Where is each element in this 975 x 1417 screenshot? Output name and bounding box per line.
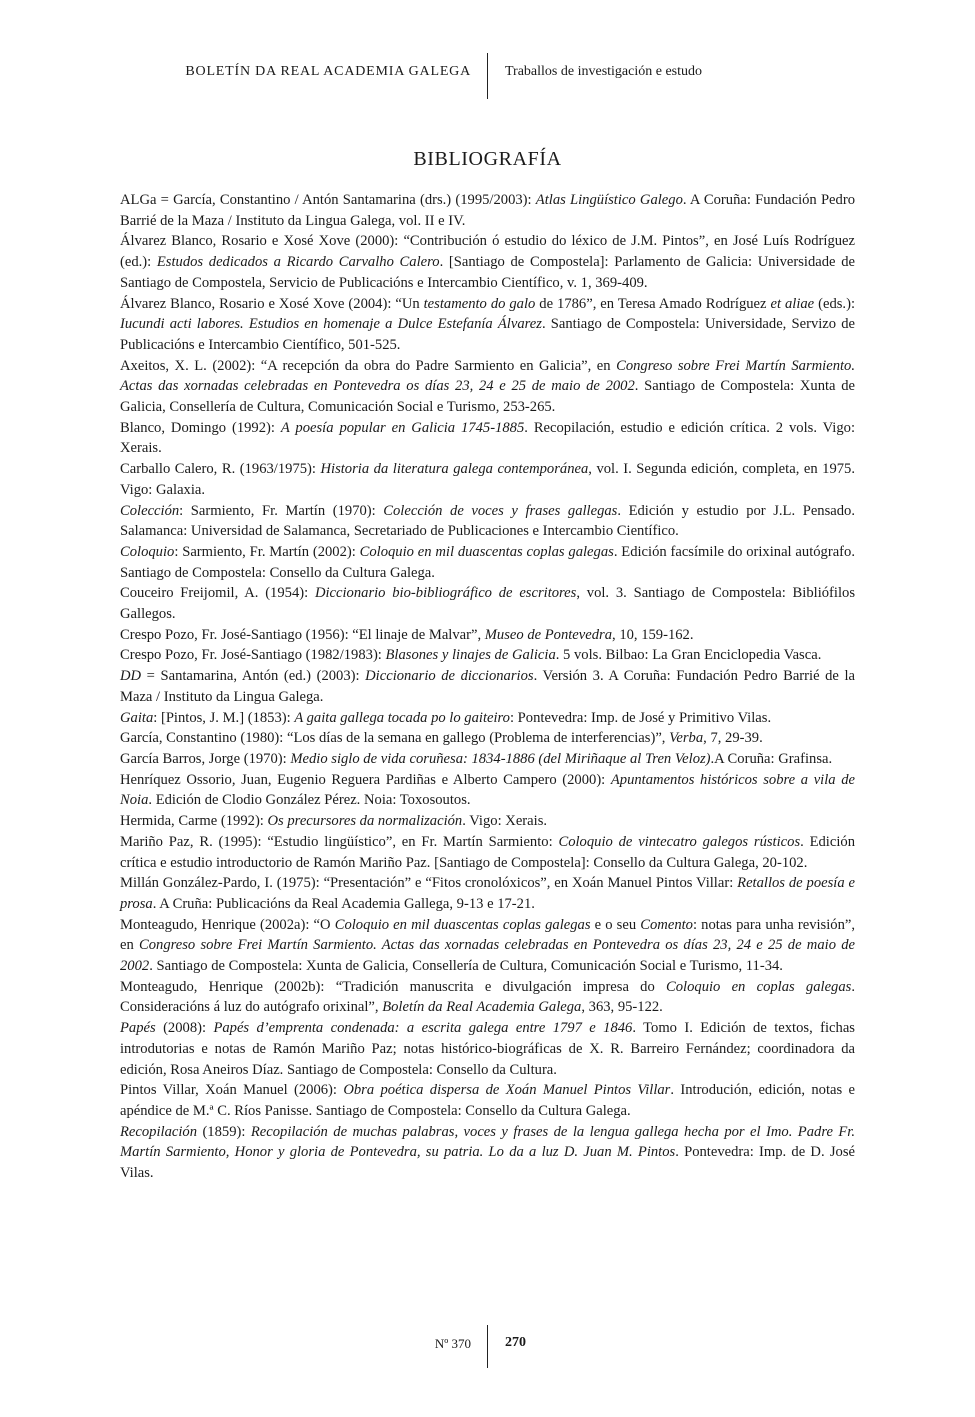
entry-text: , vol. I. Segunda edición, completa, en 1975. Vigo: Galaxia. <box>120 461 855 498</box>
bibliography-entry <box>120 625 855 646</box>
entry-text: e o seu <box>590 916 641 933</box>
entry-italic-text: Coloquio en mil duascentas coplas galegas <box>334 916 591 933</box>
entry-text: Crespo Pozo, Fr. José-Santiago (1956): “El linaje de Malvar”, <box>120 626 485 643</box>
entry-italic-text: Verba <box>669 730 704 747</box>
bibliography-entry <box>120 542 855 583</box>
entry-text: . Recopilación, estudio e edición crítica. 2 vols. Vigo: Xerais. <box>120 419 856 457</box>
entry-text: Mariño Paz, R. (1995): “Estudio lingüístico”, en Fr. Martín Sarmiento: <box>120 833 559 850</box>
entry-text: : notas para unha revisión”, en <box>120 916 856 954</box>
entry-text: , 7, 29-39. <box>703 730 763 747</box>
entry-text: . Santiago de Compostela: Xunta de Galicia, Consellería de Cultura, Comunicación Social e Turismo, 11-34. <box>149 958 783 975</box>
page-number: 270 <box>505 1335 526 1350</box>
bibliography-list <box>120 190 855 1184</box>
entry-italic-text: testamento do galo <box>423 295 536 312</box>
entry-italic-text: Coloquio en coplas galegas <box>666 978 852 995</box>
entry-italic-text: Atlas Lingüístico Galego <box>535 192 683 208</box>
bibliography-entry <box>120 915 855 977</box>
bibliography-entry <box>120 873 855 914</box>
entry-text: . Tomo I. Edición de textos, fichas introdutorias e notas de Ramón Mariño Paz; notas histórico-biográficas de X. R. Barreiro Fernández; coordinadora da edición, Rosa Aneiros Díaz. Santiago de Compostela: Consello da Cultura. <box>120 1020 855 1078</box>
entry-text: . Santiago de Compostela: Xunta de Galicia, Consellería de Cultura, Comunicación Social e Turismo, 253-265. <box>120 378 856 416</box>
entry-italic-text: Historia da literatura galega contemporánea <box>320 461 589 478</box>
entry-italic-text: Papés <box>120 1020 156 1037</box>
entry-text: : Sarmiento, Fr. Martín (2002): <box>174 543 360 560</box>
page-title: BIBLIOGRAFÍA <box>413 148 562 170</box>
entry-italic-text: DD <box>120 668 142 685</box>
entry-text: de 1786”, en Teresa Amado Rodríguez <box>535 295 771 312</box>
entry-text: Hermida, Carme (1992): <box>120 813 268 830</box>
entry-text: (1859): <box>197 1123 251 1140</box>
entry-text: . Introdución, edición, notas e apéndice de M.ª C. Ríos Panisse. Santiago de Compostela: Consello da Cultura Galega. <box>120 1082 856 1119</box>
entry-text: , 10, 159-162. <box>612 626 694 643</box>
entry-italic-text: Recopilación de muchas palabras, voces y frases de la lengua gallega hecha por el Imo. Padre Fr. Martín Sarmiento, Honor y gloria de Pontevedra, su patria. Lo da a luz D. Juan M. Pintos <box>120 1123 855 1161</box>
bibliography-entry <box>120 459 855 500</box>
entry-text: : [Pintos, J. M.] (1853): <box>153 709 295 726</box>
entry-text: Crespo Pozo, Fr. José-Santiago (1982/1983): <box>120 647 386 664</box>
bibliography-entry <box>120 583 855 624</box>
entry-italic-text: Iucundi acti labores. Estudios en homenaje a Dulce Estefanía Álvarez <box>120 316 542 333</box>
bibliography-entry <box>120 666 855 707</box>
entry-italic-text: Medio siglo de vida coruñesa: 1834-1886 (del Miriñaque al Tren Veloz) <box>290 750 711 767</box>
bibliography-entry <box>120 749 855 770</box>
entry-text: . Versión 3. A Coruña: Fundación Pedro Barrié de la Maza / Instituto da Lingua Galega. <box>120 668 856 705</box>
entry-text: . A Cruña: Publicacións da Real Academia Gallega, 9-13 e 17-21. <box>152 895 535 912</box>
entry-italic-text: A gaita gallega tocada po lo gaiteiro <box>294 709 510 726</box>
entry-italic-text: Recopilación <box>120 1123 197 1140</box>
entry-text: Henríquez Ossorio, Juan, Eugenio Reguera Pardiñas e Alberto Campero (2000): <box>120 771 611 788</box>
entry-italic-text: Estudos dedicados a Ricardo Carvalho Calero <box>156 254 440 271</box>
entry-text: , 363, 95-122. <box>581 999 663 1016</box>
entry-text: . Edición crítica e estudio introductorio de Ramón Mariño Paz. [Santiago de Compostela]: Consello da Cultura Galega, 20-102. <box>120 833 855 871</box>
entry-italic-text: Blasones y linajes de Galicia <box>385 647 556 664</box>
issue-number: Nº 370 <box>434 1336 471 1351</box>
entry-italic-text: Coloquio <box>120 543 175 560</box>
entry-italic-text: Coloquio en mil duascentas coplas galegas <box>359 543 614 560</box>
entry-italic-text: Gaita <box>120 709 154 726</box>
entry-italic-text: Os precursores da normalización <box>267 813 463 830</box>
entry-text: . Edición y estudio por J.L. Pensado. Salamanca: Universidad de Salamanca, Secretariado de Publicaciones e Intercambio Científico. <box>120 502 855 540</box>
footer-divider <box>487 1325 488 1368</box>
bibliography-entry <box>120 708 855 729</box>
entry-text: Álvarez Blanco, Rosario e Xosé Xove (2004): “Un <box>120 295 424 312</box>
journal-header: BOLETÍN DA REAL ACADEMIA GALEGA <box>185 64 471 79</box>
entry-italic-text: Museo de Pontevedra <box>484 626 613 643</box>
entry-text: Álvarez Blanco, Rosario e Xosé Xove (2000): “Contribución ó estudio do léxico de J.M. Pintos”, en José Luís Rodríguez (ed.): <box>120 233 855 271</box>
bibliography-entry <box>120 418 855 459</box>
entry-text: . Edición facsímile do orixinal autógrafo. Santiago de Compostela: Consello da Cultura Galega. <box>120 543 855 581</box>
entry-text: Millán González-Pardo, I. (1975): “Presentación” e “Fitos cronolóxicos”, en Xoán Manuel Pintos Villar: <box>120 875 738 892</box>
entry-text: García, Constantino (1980): “Los días de la semana en gallego (Problema de interferencias)”, <box>120 730 670 747</box>
entry-italic-text: A poesía popular en Galicia 1745-1885 <box>280 419 525 436</box>
entry-italic-text: Diccionario bio-bibliográfico de escritores <box>314 585 577 602</box>
bibliography-entry <box>120 356 855 418</box>
entry-italic-text: Congreso sobre Frei Martín Sarmiento. Actas das xornadas celebradas en Pontevedra os días 23, 24 e 25 de maio de 2002 <box>120 357 855 395</box>
bibliography-entry <box>120 811 855 832</box>
entry-text: : Pontevedra: Imp. de José y Primitivo Vilas. <box>509 709 772 726</box>
entry-italic-text: Congreso sobre Frei Martín Sarmiento. Actas das xornadas celebradas en Pontevedra os días 23, 24 e 25 de maio de 2002 <box>120 937 855 975</box>
entry-text: = Santamarina, Antón (ed.) (2003): <box>141 668 366 685</box>
bibliography-entry <box>120 1122 855 1184</box>
entry-text: . [Santiago de Compostela]: Parlamento de Galicia: Universidade de Santiago de Compostela, Servicio de Publicacións e Intercambio Científico, v. 1, 369-409. <box>120 254 855 291</box>
bibliography-entry <box>120 728 855 749</box>
entry-italic-text: Colección <box>120 502 180 519</box>
entry-text: . Vigo: Xerais. <box>462 813 548 830</box>
section-header: Traballos de investigación e estudo <box>505 64 703 79</box>
entry-italic-text: Apuntamentos históricos sobre a vila de Noia <box>120 771 855 809</box>
bibliography-entry <box>120 1018 855 1080</box>
bibliography-entry <box>120 294 855 356</box>
bibliography-entry <box>120 832 855 873</box>
entry-text: . Edición de Clodio González Pérez. Noia: Toxosoutos. <box>148 792 471 809</box>
entry-italic-text: et aliae <box>770 295 815 312</box>
entry-text: .A Coruña: Grafinsa. <box>710 750 833 767</box>
entry-text: , vol. 3. Santiago de Compostela: Bibliófilos Gallegos. <box>120 585 855 623</box>
bibliography-entry <box>120 1080 855 1121</box>
bibliography-entry <box>120 231 855 293</box>
entry-italic-text: Papés d’emprenta condenada: a escrita galega entre 1797 e 1846 <box>213 1020 633 1037</box>
bibliography-entry <box>120 501 855 542</box>
entry-italic-text: Comento <box>640 916 693 933</box>
entry-text: . A Coruña: Fundación Pedro Barrié de la Maza / Instituto da Lingua Galega, vol. II e IV. <box>120 192 855 229</box>
bibliography-entry <box>120 190 855 231</box>
entry-italic-text: Diccionario de diccionarios <box>365 668 534 685</box>
entry-text: . Consideracións á luz do autógrafo orixinal”, <box>120 978 855 1016</box>
entry-text: (2008): <box>155 1020 214 1037</box>
entry-text: . 5 vols. Bilbao: La Gran Enciclopedia Vasca. <box>555 647 822 664</box>
bibliography-entry <box>120 977 855 1018</box>
entry-italic-text: Obra poética dispersa de Xoán Manuel Pintos Villar <box>343 1082 671 1099</box>
entry-italic-text: Retallos de poesía e prosa <box>120 875 855 912</box>
header-divider <box>487 53 488 99</box>
entry-italic-text: Boletín da Real Academia Galega <box>382 999 582 1016</box>
entry-italic-text: Coloquio de vintecatro galegos rústicos <box>558 833 801 850</box>
entry-text: : Sarmiento, Fr. Martín (1970): <box>179 502 384 519</box>
entry-text: ALGa = García, Constantino / Antón Santamarina (drs.) (1995/2003): <box>120 192 536 208</box>
bibliography-entry <box>120 770 855 811</box>
entry-text: Pintos Villar, Xoán Manuel (2006): <box>120 1082 344 1099</box>
entry-text: (eds.): <box>814 295 855 312</box>
entry-text: Monteagudo, Henrique (2002b): “Tradición manuscrita e divulgación impresa do <box>120 978 667 995</box>
entry-text: Blanco, Domingo (1992): <box>120 419 281 436</box>
entry-italic-text: Colección de voces y frases gallegas <box>383 502 618 519</box>
entry-text: Couceiro Freijomil, A. (1954): <box>120 585 315 602</box>
entry-text: Carballo Calero, R. (1963/1975): <box>120 461 321 478</box>
bibliography-entry <box>120 645 855 666</box>
entry-text: . Pontevedra: Imp. de D. José Vilas. <box>120 1144 855 1182</box>
entry-text: García Barros, Jorge (1970): <box>120 750 291 767</box>
entry-text: Monteagudo, Henrique (2002a): “O <box>120 916 335 933</box>
entry-text: Axeitos, X. L. (2002): “A recepción da obra do Padre Sarmiento en Galicia”, en <box>120 357 617 374</box>
entry-text: . Santiago de Compostela: Universidade, Servizo de Publicacións e Intercambio Científico, 501-525. <box>120 316 856 353</box>
